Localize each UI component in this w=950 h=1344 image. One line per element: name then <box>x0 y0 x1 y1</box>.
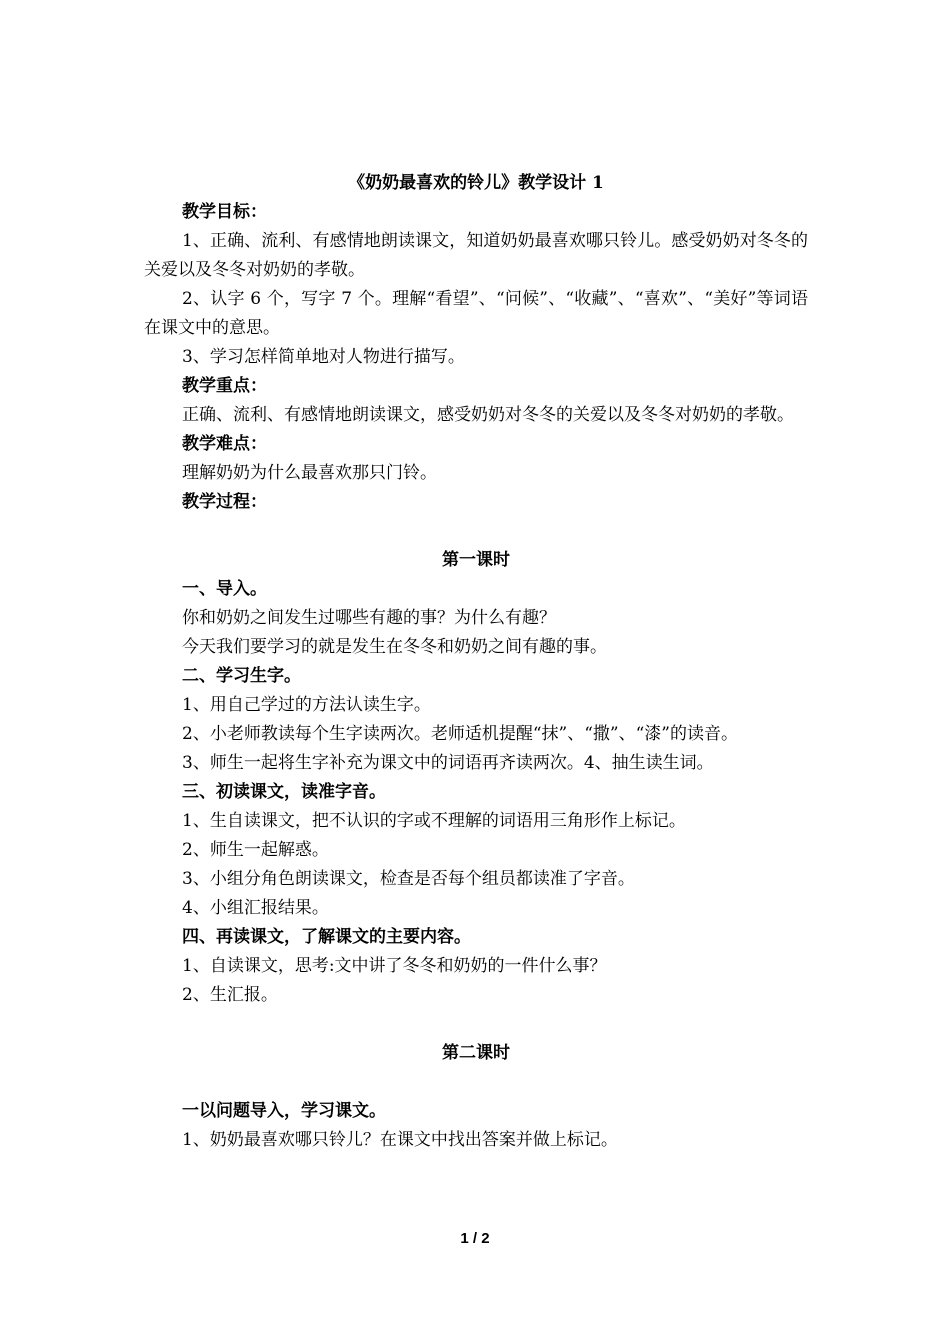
list-item: 2、生汇报。 <box>182 985 278 1005</box>
lesson1-title: 第一课时 <box>442 550 510 570</box>
spacer <box>144 1068 808 1097</box>
list-item: 1、生自读课文，把不认识的字或不理解的词语用三角形作上标记。 <box>182 811 686 831</box>
list-item: 你和奶奶之间发生过哪些有趣的事？为什么有趣？ <box>182 608 556 628</box>
lesson1-section3-heading: 三、初读课文，读准字音。 <box>182 782 386 802</box>
lesson1-section2-heading: 二、学习生字。 <box>182 666 301 686</box>
lesson2-section1-heading: 一以问题导入，学习课文。 <box>182 1101 386 1121</box>
list-item: 3、师生一起将生字补充为课文中的词语再齐读两次。4、抽生读生词。 <box>182 753 714 773</box>
lesson1-section4-heading: 四、再读课文，了解课文的主要内容。 <box>182 927 471 947</box>
difficulty-text: 理解奶奶为什么最喜欢那只门铃。 <box>182 463 437 483</box>
list-item: 1、自读课文，思考:文中讲了冬冬和奶奶的一件什么事？ <box>182 956 607 976</box>
spacer <box>144 517 808 546</box>
list-item: 2、师生一起解惑。 <box>182 840 329 860</box>
document-title: 《奶奶最喜欢的铃儿》教学设计 1 <box>348 173 604 193</box>
page-number: 1 / 2 <box>460 1230 490 1247</box>
list-item: 3、小组分角色朗读课文，检查是否每个组员都读准了字音。 <box>182 869 635 889</box>
goal-item: 3、学习怎样简单地对人物进行描写。 <box>182 347 465 367</box>
goal-item: 2、认字 6 个，写字 7 个。理解“看望”、“问候”、“收藏”、“喜欢”、“美好”等词语在课文中的意思。 <box>144 289 808 338</box>
spacer <box>144 1010 808 1039</box>
keypoints-text: 正确、流利、有感情地朗读课文，感受奶奶对冬冬的关爱以及冬冬对奶奶的孝敬。 <box>182 405 794 425</box>
document-body <box>144 169 808 1155</box>
keypoints-heading: 教学重点： <box>182 376 267 396</box>
goals-heading: 教学目标： <box>182 202 267 222</box>
list-item: 今天我们要学习的就是发生在冬冬和奶奶之间有趣的事。 <box>182 637 607 657</box>
difficulty-heading: 教学难点： <box>182 434 267 454</box>
list-item: 2、小老师教读每个生字读两次。老师适机提醒“抹”、“撒”、“漆”的读音。 <box>182 724 738 744</box>
list-item: 1、用自己学过的方法认读生字。 <box>182 695 431 715</box>
list-item: 1、奶奶最喜欢哪只铃儿？在课文中找出答案并做上标记。 <box>182 1130 618 1150</box>
process-heading: 教学过程： <box>182 492 267 512</box>
goal-item: 1、正确、流利、有感情地朗读课文，知道奶奶最喜欢哪只铃儿。感受奶奶对冬冬的关爱以及冬冬对奶奶的孝敬。 <box>144 231 808 280</box>
lesson1-section1-heading: 一、导入。 <box>182 579 267 599</box>
list-item: 4、小组汇报结果。 <box>182 898 329 918</box>
lesson2-title: 第二课时 <box>442 1043 510 1063</box>
